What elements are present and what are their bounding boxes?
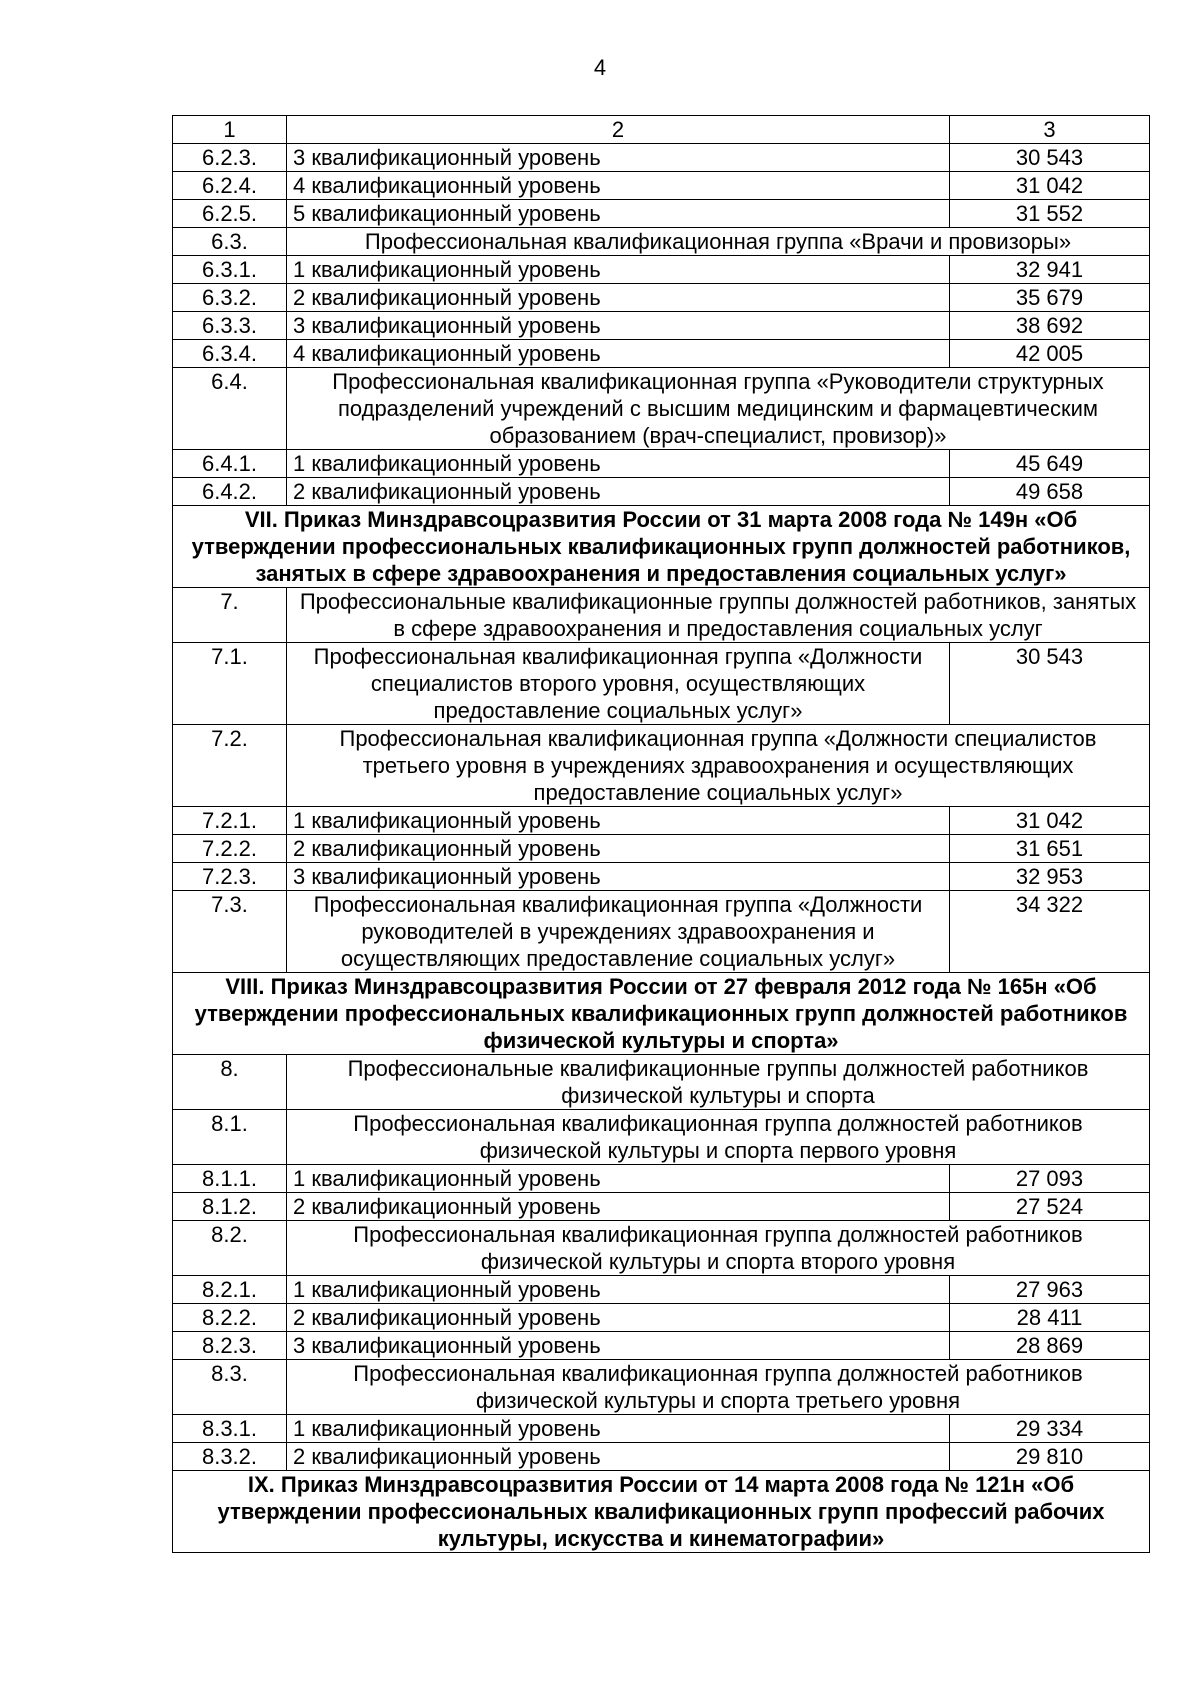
group-row [173, 643, 1150, 725]
group-name: Профессиональная квалификационная группа «Руководители структурных подразделений учреждений с высшим медицинским и фармацевтическим образованием (врач-специалист, провизор)» [287, 368, 1150, 450]
section-heading-row [173, 973, 1150, 1055]
row-number: 6.4. [173, 368, 287, 450]
qualification-level: 1 квалификационный уровень [287, 256, 950, 284]
salary-value: 29 334 [950, 1415, 1150, 1443]
table-row [173, 284, 1150, 312]
page-number: 4 [593, 55, 607, 80]
qualification-level: 3 квалификационный уровень [287, 144, 950, 172]
row-number: 8.3.2. [173, 1443, 287, 1471]
row-number: 6.3.1. [173, 256, 287, 284]
salary-value: 32 941 [950, 256, 1150, 284]
qualification-level: 5 квалификационный уровень [287, 200, 950, 228]
qualification-level: 3 квалификационный уровень [287, 1332, 950, 1360]
row-number: 7. [173, 588, 287, 643]
section-heading: VIII. Приказ Минздравсоцразвития России от 27 февраля 2012 года № 165н «Об утверждении профессиональных квалификационных групп должностей работников физической культуры и спорта» [173, 973, 1150, 1055]
row-number: 6.2.4. [173, 172, 287, 200]
table-row [173, 1193, 1150, 1221]
group-name: Профессиональная квалификационная группа должностей работников физической культуры и спорта второго уровня [287, 1221, 1150, 1276]
group-row [173, 368, 1150, 450]
row-number: 8.3.1. [173, 1415, 287, 1443]
section-heading-row [173, 1471, 1150, 1553]
qualification-level: 1 квалификационный уровень [287, 1415, 950, 1443]
row-number: 7.1. [173, 643, 287, 725]
table-row [173, 172, 1150, 200]
salary-value: 31 042 [950, 172, 1150, 200]
group-name: Профессиональная квалификационная группа «Должности специалистов второго уровня, осуществляющих предоставление социальных услуг» [287, 643, 950, 725]
salary-value: 42 005 [950, 340, 1150, 368]
group-row [173, 891, 1150, 973]
salary-value: 49 658 [950, 478, 1150, 506]
salary-value: 30 543 [950, 144, 1150, 172]
qualification-level: 3 квалификационный уровень [287, 863, 950, 891]
row-number: 6.3.4. [173, 340, 287, 368]
group-row [173, 1360, 1150, 1415]
qualification-level: 2 квалификационный уровень [287, 835, 950, 863]
group-name: Профессиональная квалификационная группа «Врачи и провизоры» [287, 228, 1150, 256]
salary-value: 27 963 [950, 1276, 1150, 1304]
row-number: 8.2.3. [173, 1332, 287, 1360]
qualification-level: 4 квалификационный уровень [287, 340, 950, 368]
qualification-level: 4 квалификационный уровень [287, 172, 950, 200]
group-row [173, 1221, 1150, 1276]
row-number: 8.1.2. [173, 1193, 287, 1221]
salary-value: 31 042 [950, 807, 1150, 835]
group-row [173, 725, 1150, 807]
group-name: Профессиональные квалификационные группы должностей работников, занятых в сфере здравоохранения и предоставления социальных услуг [287, 588, 1150, 643]
table-row [173, 1443, 1150, 1471]
salary-value: 27 524 [950, 1193, 1150, 1221]
row-number: 7.2. [173, 725, 287, 807]
salary-value: 30 543 [950, 643, 1150, 725]
table-row [173, 863, 1150, 891]
table-row [173, 835, 1150, 863]
salary-value: 34 322 [950, 891, 1150, 973]
row-number: 7.2.1. [173, 807, 287, 835]
salary-value: 38 692 [950, 312, 1150, 340]
table-row [173, 1415, 1150, 1443]
row-number: 8.1. [173, 1110, 287, 1165]
table-row [173, 1165, 1150, 1193]
row-number: 8.3. [173, 1360, 287, 1415]
table-row [173, 256, 1150, 284]
group-name: Профессиональная квалификационная группа должностей работников физической культуры и спорта третьего уровня [287, 1360, 1150, 1415]
section-heading-row [173, 506, 1150, 588]
qualification-level: 3 квалификационный уровень [287, 312, 950, 340]
row-number: 6.2.5. [173, 200, 287, 228]
row-number: 6.3.3. [173, 312, 287, 340]
row-number: 6.3.2. [173, 284, 287, 312]
qualification-level: 1 квалификационный уровень [287, 1165, 950, 1193]
group-row [173, 1110, 1150, 1165]
qualification-level: 2 квалификационный уровень [287, 478, 950, 506]
group-name: Профессиональная квалификационная группа должностей работников физической культуры и спорта первого уровня [287, 1110, 1150, 1165]
table-row [173, 1304, 1150, 1332]
table-row [173, 312, 1150, 340]
qualification-level: 1 квалификационный уровень [287, 807, 950, 835]
group-name: Профессиональная квалификационная группа «Должности специалистов третьего уровня в учреждениях здравоохранения и осуществляющих предоставление социальных услуг» [287, 725, 1150, 807]
salary-value: 27 093 [950, 1165, 1150, 1193]
salary-value: 28 869 [950, 1332, 1150, 1360]
row-number: 7.2.3. [173, 863, 287, 891]
qualification-level: 1 квалификационный уровень [287, 1276, 950, 1304]
row-number: 6.4.2. [173, 478, 287, 506]
table-row [173, 478, 1150, 506]
table-row [173, 1332, 1150, 1360]
salary-value: 28 411 [950, 1304, 1150, 1332]
header-col-2: 2 [287, 116, 950, 144]
salary-table [172, 115, 1150, 1553]
salary-value: 31 552 [950, 200, 1150, 228]
salary-value: 29 810 [950, 1443, 1150, 1471]
row-number: 6.4.1. [173, 450, 287, 478]
qualification-level: 1 квалификационный уровень [287, 450, 950, 478]
salary-value: 35 679 [950, 284, 1150, 312]
group-row [173, 588, 1150, 643]
table-row [173, 144, 1150, 172]
row-number: 7.2.2. [173, 835, 287, 863]
qualification-level: 2 квалификационный уровень [287, 1304, 950, 1332]
row-number: 8.2.1. [173, 1276, 287, 1304]
table-row [173, 340, 1150, 368]
table-row [173, 450, 1150, 478]
qualification-level: 2 квалификационный уровень [287, 1443, 950, 1471]
qualification-level: 2 квалификационный уровень [287, 1193, 950, 1221]
row-number: 8.2. [173, 1221, 287, 1276]
header-col-3: 3 [950, 116, 1150, 144]
row-number: 8.1.1. [173, 1165, 287, 1193]
qualification-level: 2 квалификационный уровень [287, 284, 950, 312]
group-row [173, 1055, 1150, 1110]
salary-value: 31 651 [950, 835, 1150, 863]
row-number: 6.2.3. [173, 144, 287, 172]
salary-value: 45 649 [950, 450, 1150, 478]
group-row [173, 228, 1150, 256]
row-number: 7.3. [173, 891, 287, 973]
section-heading: IX. Приказ Минздравсоцразвития России от 14 марта 2008 года № 121н «Об утверждении профессиональных квалификационных групп профессий рабочих культуры, искусства и кинематографии» [173, 1471, 1150, 1553]
table-row [173, 1276, 1150, 1304]
section-heading: VII. Приказ Минздравсоцразвития России от 31 марта 2008 года № 149н «Об утверждении профессиональных квалификационных групп должностей работников, занятых в сфере здравоохранения и предоставления социальных услуг» [173, 506, 1150, 588]
table-header-row [173, 116, 1150, 144]
salary-value: 32 953 [950, 863, 1150, 891]
table-row [173, 807, 1150, 835]
row-number: 8. [173, 1055, 287, 1110]
group-name: Профессиональные квалификационные группы должностей работников физической культуры и спорта [287, 1055, 1150, 1110]
row-number: 8.2.2. [173, 1304, 287, 1332]
table-row [173, 200, 1150, 228]
header-col-1: 1 [173, 116, 287, 144]
row-number: 6.3. [173, 228, 287, 256]
group-name: Профессиональная квалификационная группа «Должности руководителей в учреждениях здравоохранения и осуществляющих предоставление социальных услуг» [287, 891, 950, 973]
